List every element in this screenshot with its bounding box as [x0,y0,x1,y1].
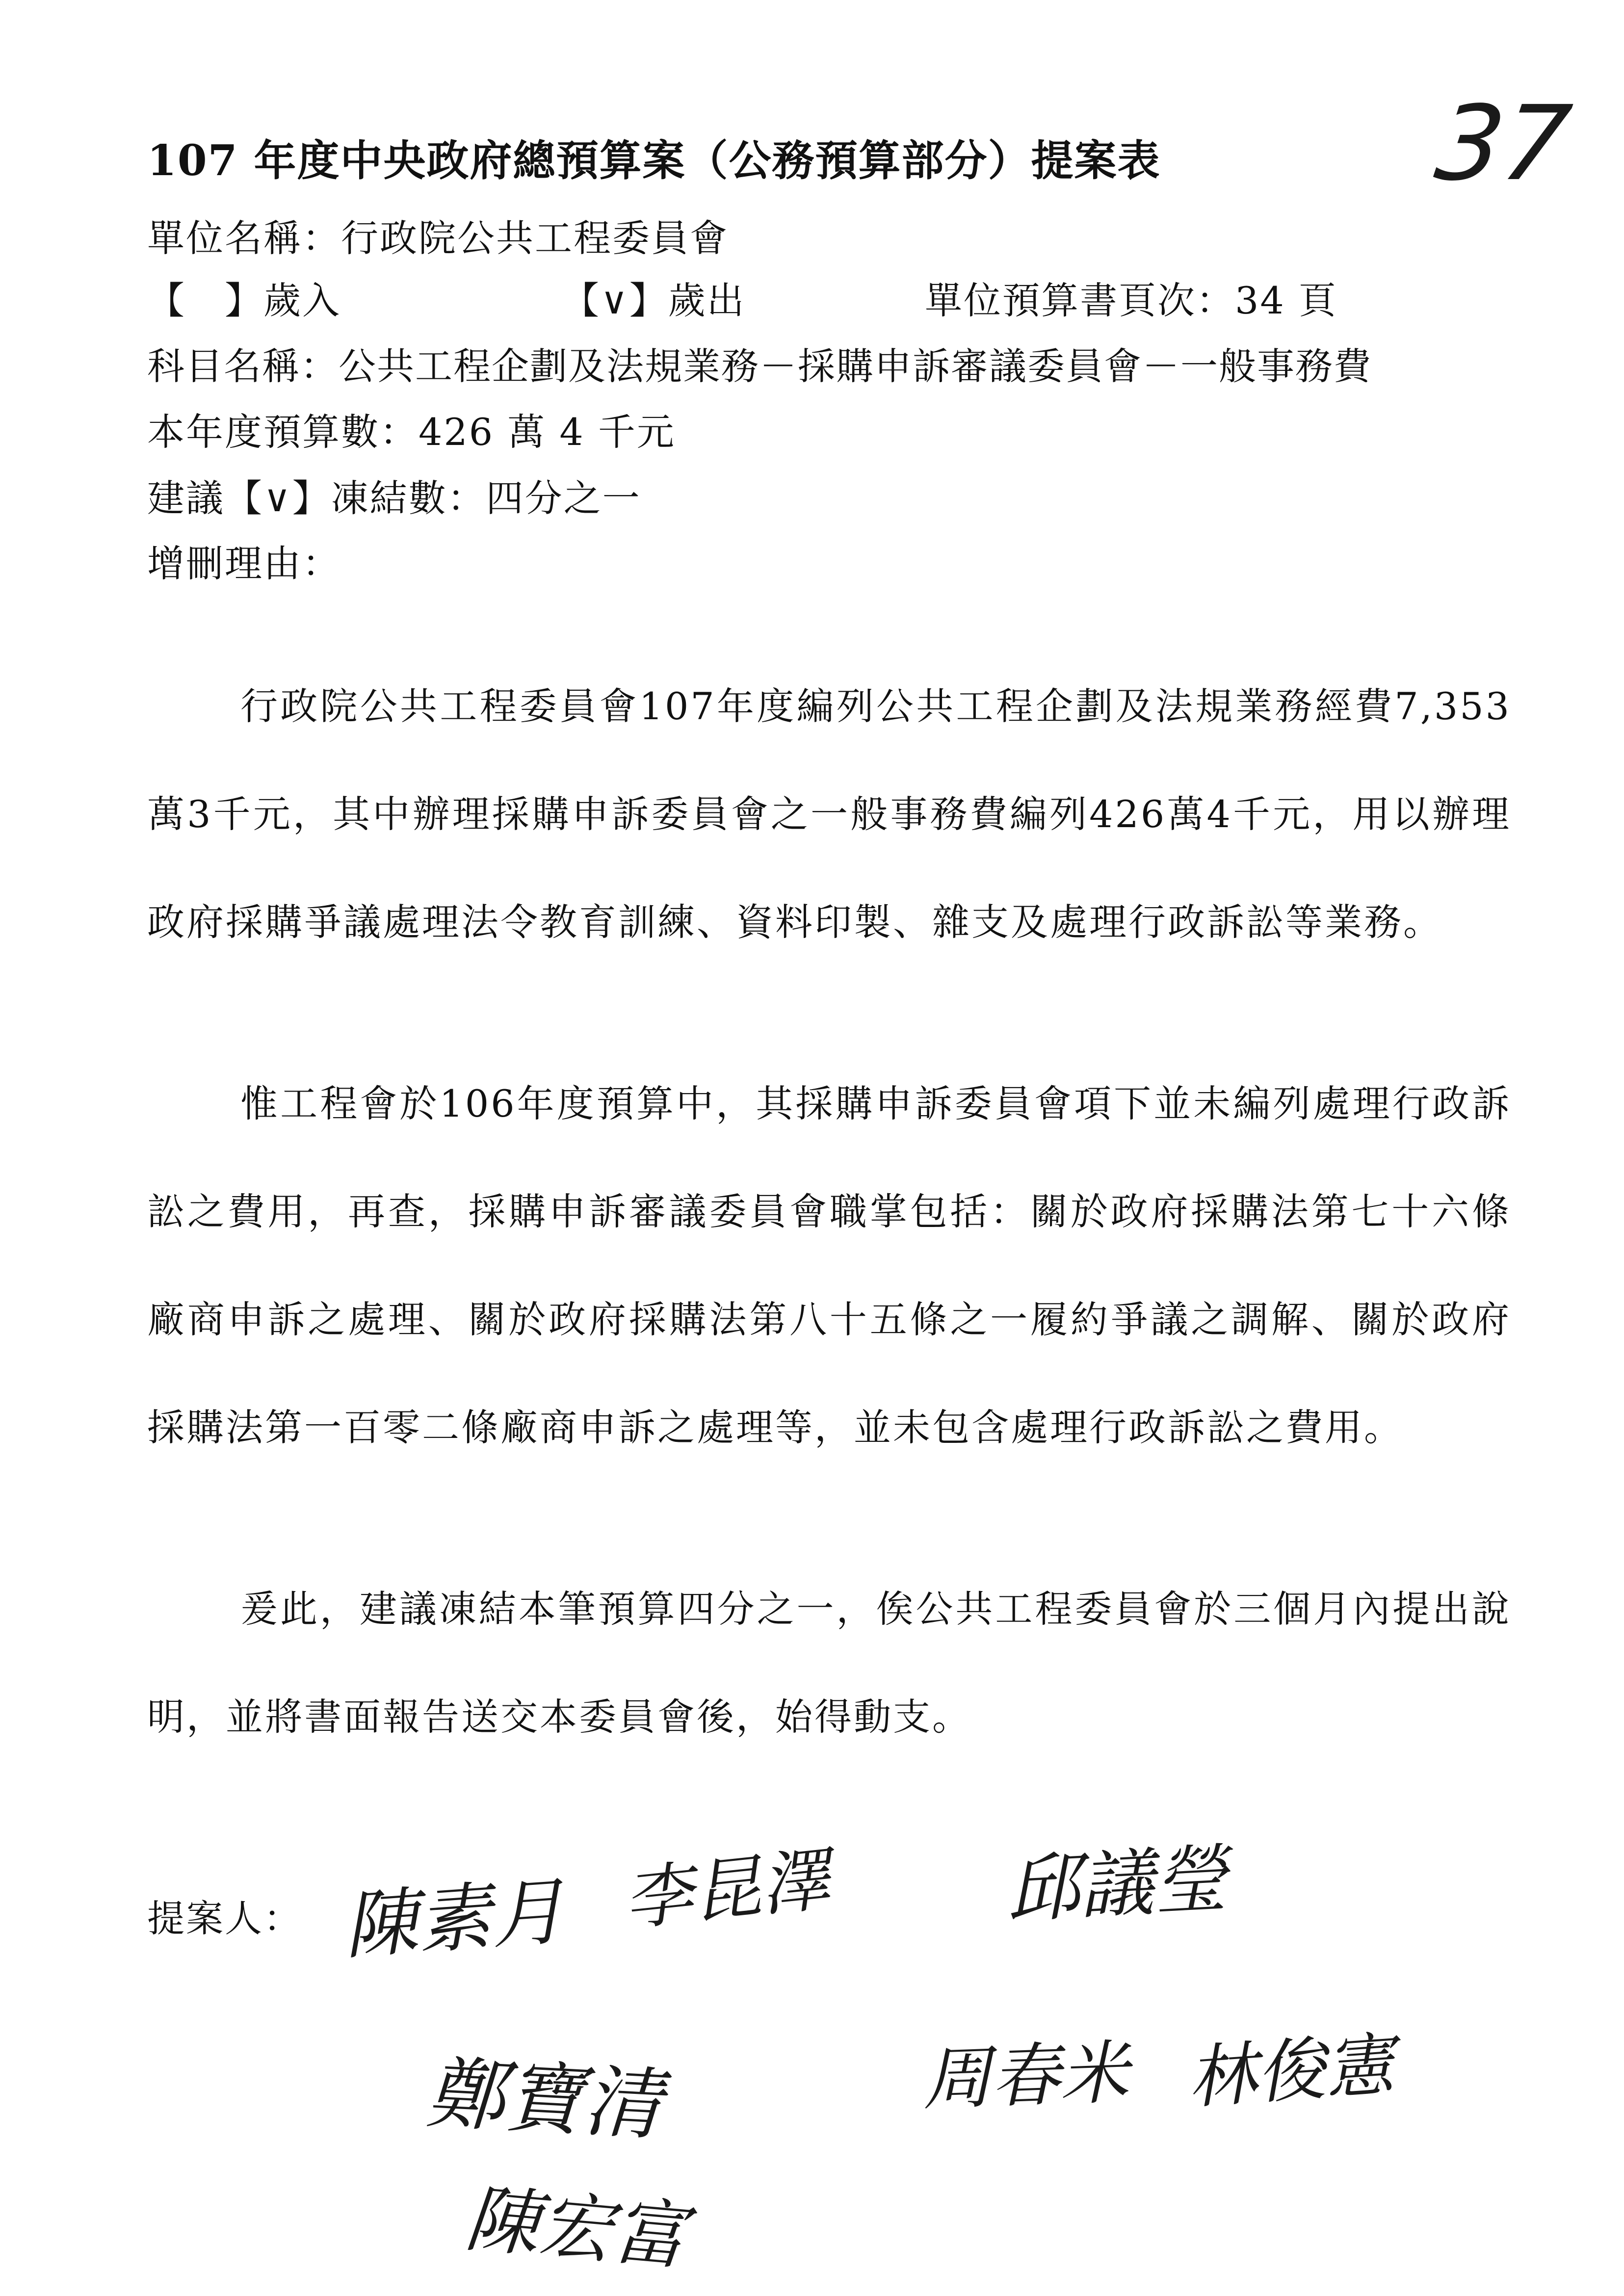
signature-3: 邱議瑩 [1004,1836,1229,1933]
reason-paragraph-1: 行政院公共工程委員會107年度編列公共工程企劃及法規業務經費7,353萬3千元，其中辦理採購申訴委員會之一般事務費編列426萬4千元，用以辦理政府採購爭議處理法令教育訓練、資料印製、雜支及處理行政訴訟等業務。 [147,684,1511,944]
budget-type-row [147,271,1511,322]
subject-name: 科目名稱：公共工程企劃及法規業務－採購申訴審議委員會－一般事務費 [147,344,1372,388]
expenditure-checkbox: 【∨】歲出 [562,279,746,322]
handwritten-page-number: 37 [1429,83,1577,204]
freeze-suggestion: 建議【∨】凍結數：四分之一 [147,476,641,520]
unit-name: 單位名稱：行政院公共工程委員會 [147,216,729,260]
signature-6: 林俊憲 [1185,2024,1397,2119]
signature-2: 李昆澤 [620,1839,834,1941]
reason-paragraph-3: 爰此，建議凍結本筆預算四分之一，俟公共工程委員會於三個月內提出說明，並將書面報告送交本委員會後，始得動支。 [147,1587,1511,1739]
signature-4: 鄭寶清 [424,2047,664,2151]
proposer-label: 提案人： [147,1897,302,1940]
revenue-checkbox: 【 】歲入 [147,279,341,322]
budget-amount: 本年度預算數：426 萬 4 千元 [147,410,676,454]
reason-label: 增刪理由： [147,542,341,585]
form-title: 107 年度中央政府總預算案（公務預算部分）提案表 [147,136,1161,185]
signature-5: 周春米 [921,2033,1130,2120]
budget-book-page: 單位預算書頁次：34 頁 [925,279,1337,322]
signature-1: 陳素月 [341,1869,568,1970]
signature-7: 陳宏富 [462,2176,690,2281]
reason-paragraph-2: 惟工程會於106年度預算中，其採購申訴委員會項下並未編列處理行政訴訟之費用，再查，採購申訴審議委員會職掌包括：關於政府採購法第七十六條廠商申訴之處理、關於政府採購法第八十五條之一履約爭議之調解、關於政府採購法第一百零二條廠商申訴之處理等，並未包含處理行政訴訟之費用。 [147,1082,1511,1449]
